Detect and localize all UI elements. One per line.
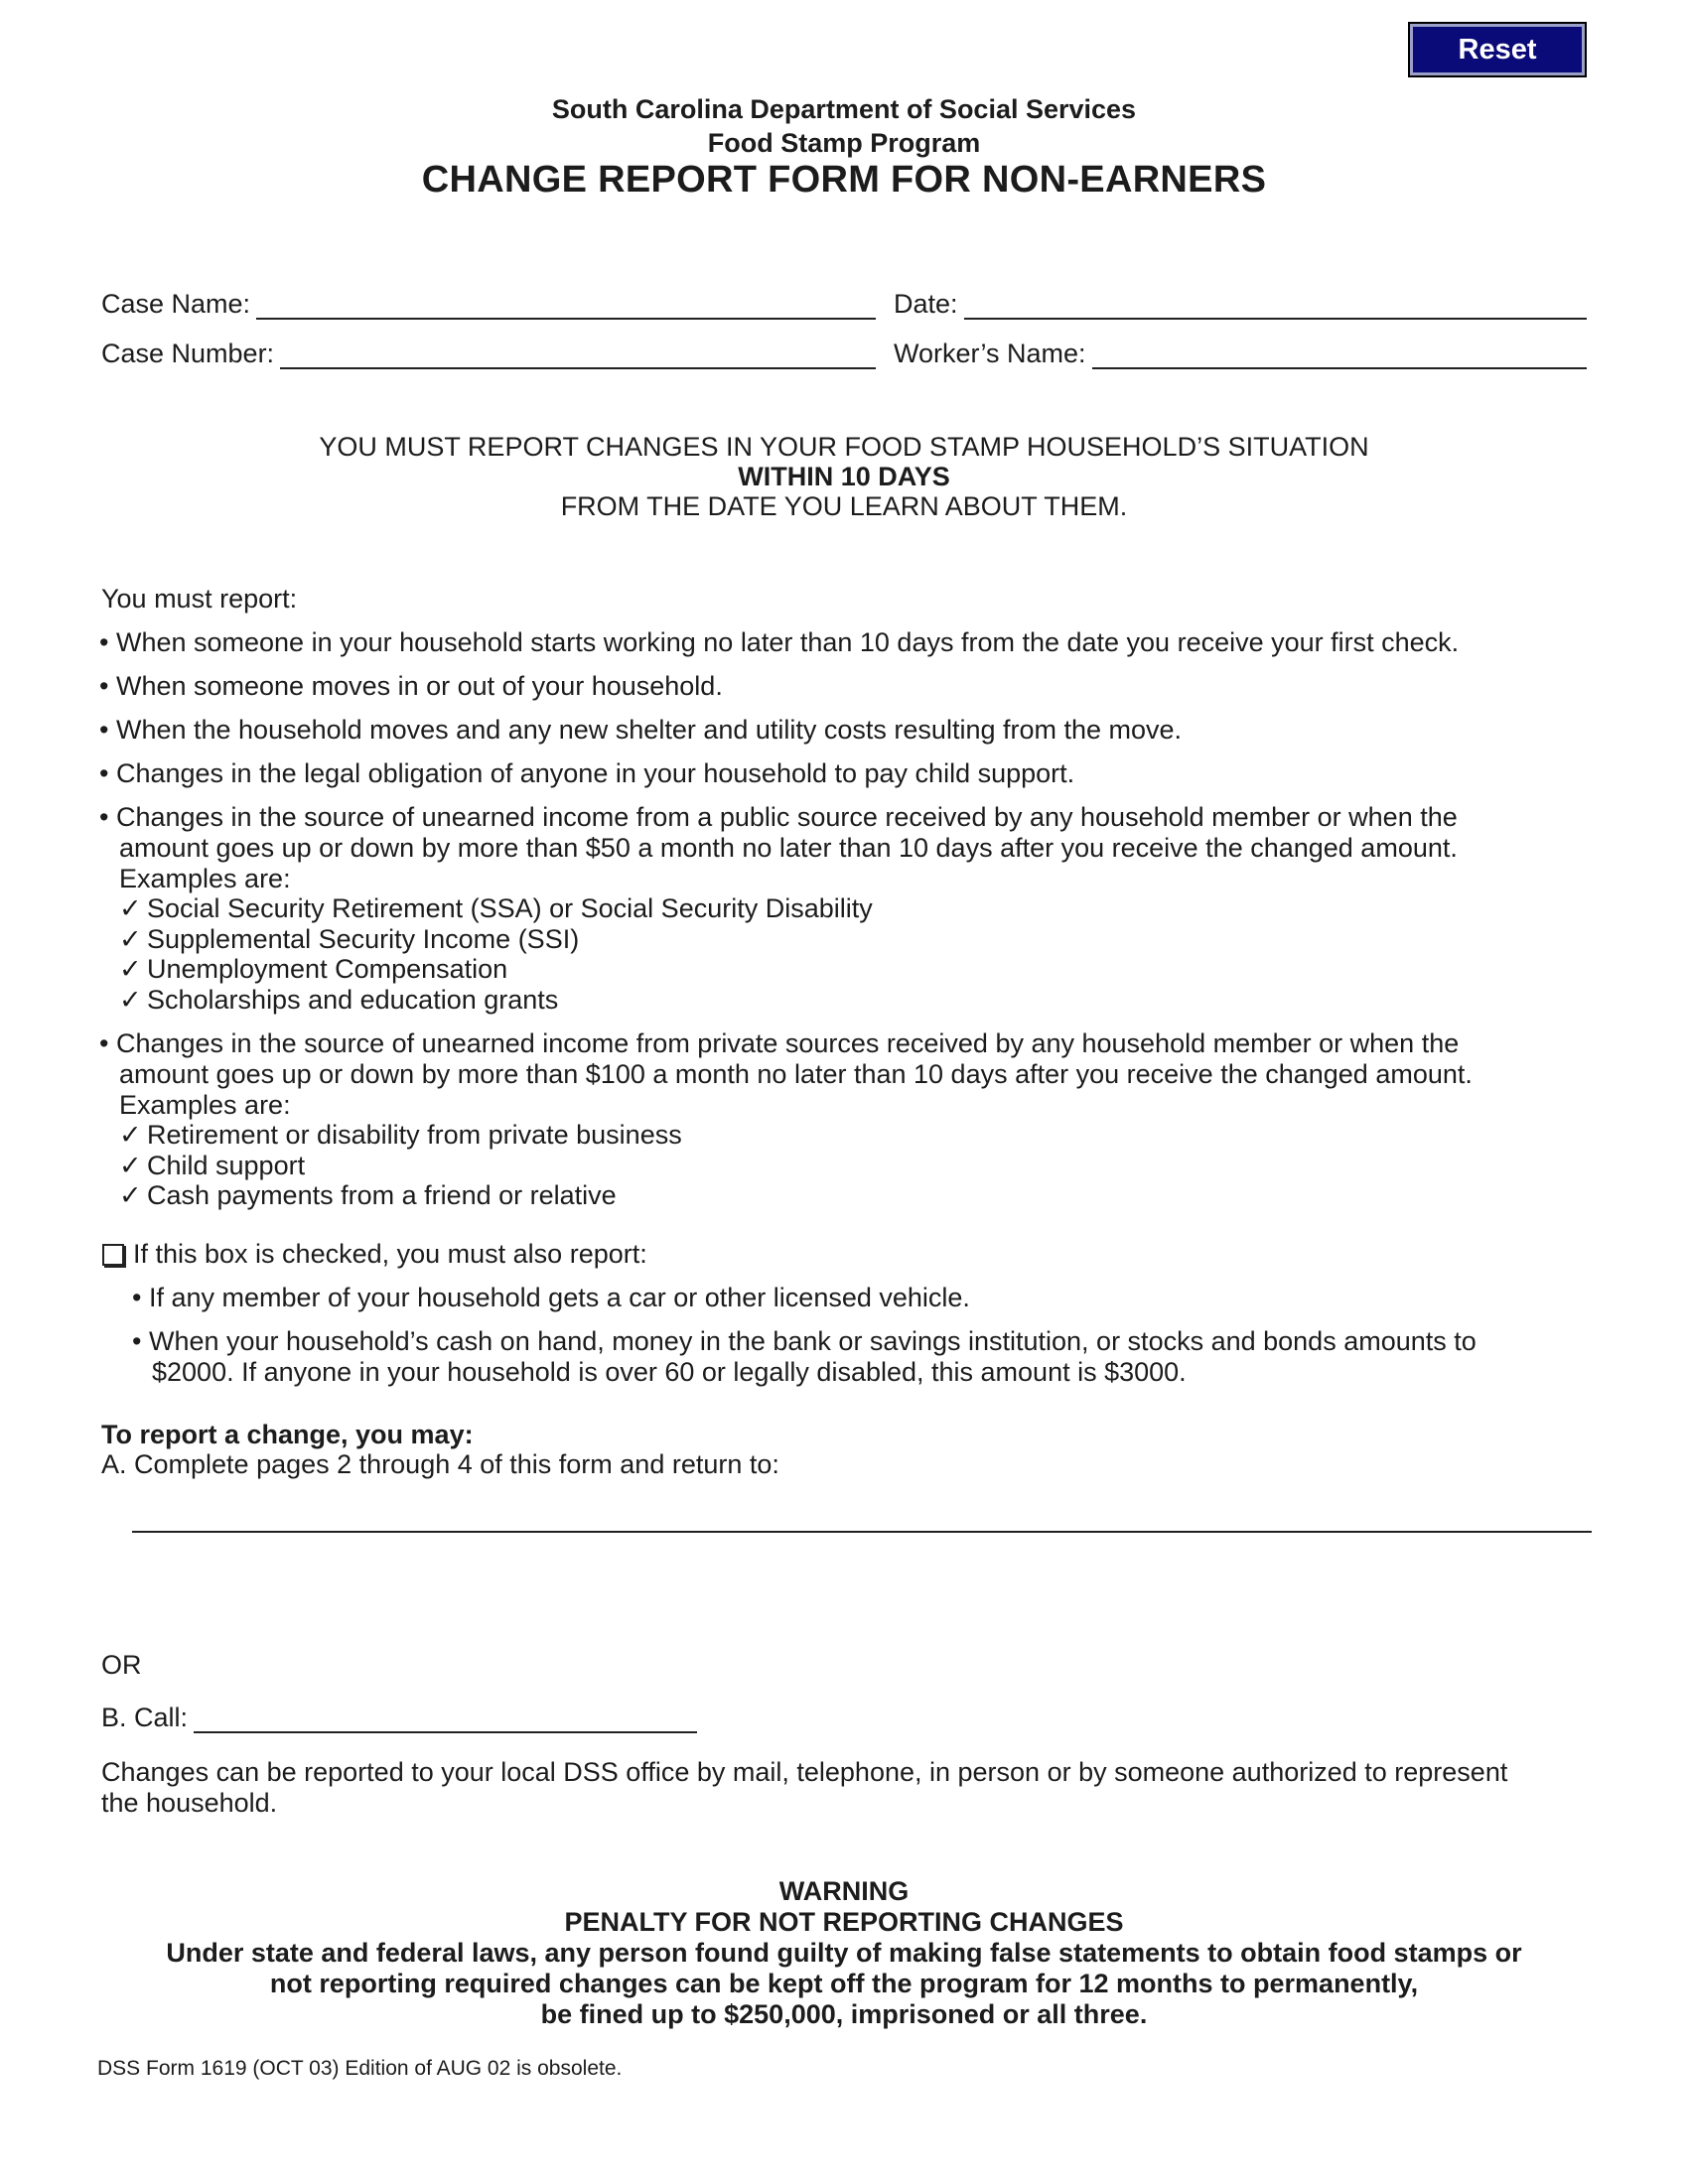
bullet-glyph: • <box>99 1028 109 1058</box>
example-item <box>119 924 1458 955</box>
bullet-item <box>99 802 1458 832</box>
bullet-item <box>132 1326 1477 1356</box>
warning-subtitle: PENALTY FOR NOT REPORTING CHANGES <box>564 1907 1124 1937</box>
case-number-label: Case Number: <box>101 339 275 368</box>
bullet-text: When someone moves in or out of your household. <box>115 671 723 701</box>
example-text: Child support <box>147 1150 306 1180</box>
or-text: OR <box>101 1650 142 1680</box>
bullet-item <box>99 671 723 701</box>
private-line-2: amount goes up or down by more than $100 a month no later than 10 days after you receive the changed amount. <box>119 1059 1473 1089</box>
bullet-glyph: • <box>99 671 109 701</box>
notice-line-2: WITHIN 10 DAYS <box>738 462 950 491</box>
case-name-row <box>101 286 876 320</box>
example-item <box>119 1180 1473 1211</box>
case-name-label: Case Name: <box>101 289 251 319</box>
reporting-note-line-2: the household. <box>101 1788 278 1818</box>
bullet-text: Changes in the source of unearned income from a public source received by any household member or when the <box>115 802 1458 832</box>
workers-name-row <box>894 336 1587 369</box>
date-label: Date: <box>894 289 958 319</box>
bullet-item <box>99 715 1182 745</box>
bullet-item <box>99 627 1459 657</box>
report-assets-checkbox[interactable] <box>102 1244 124 1266</box>
form-title: CHANGE REPORT FORM FOR NON-EARNERS <box>421 159 1267 201</box>
bullet-text: When your household’s cash on hand, money in the bank or savings institution, or stocks and bonds amounts to <box>148 1326 1477 1356</box>
private-examples-label: Examples are: <box>119 1089 291 1120</box>
reset-button[interactable]: Reset <box>1408 22 1587 77</box>
bullet-item <box>99 758 1074 788</box>
bullet-glyph: • <box>99 627 109 657</box>
check-icon: ✓ <box>119 893 142 923</box>
date-row <box>894 286 1587 320</box>
bullet-item <box>132 1283 970 1312</box>
example-item <box>119 985 1458 1016</box>
bullet-glyph: • <box>99 802 109 832</box>
example-text: Scholarships and education grants <box>147 984 559 1015</box>
warning-line-2: not reporting required changes can be kept off the program for 12 months to permanently, <box>269 1969 1419 1998</box>
bullet-glyph: • <box>99 758 109 788</box>
check-icon: ✓ <box>119 1150 142 1180</box>
case-number-row <box>101 336 876 369</box>
example-text: Social Security Retirement (SSA) or Social Security Disability <box>147 893 873 923</box>
warning-line-1: Under state and federal laws, any person found guilty of making false statements to obtain food stamps or <box>166 1938 1522 1968</box>
example-text: Unemployment Compensation <box>147 954 508 984</box>
check-icon: ✓ <box>119 954 142 984</box>
public-source-details <box>119 833 1458 1015</box>
warning-line-3: be fined up to $250,000, imprisoned or all three. <box>540 1999 1148 2029</box>
must-report-intro: You must report: <box>101 584 298 614</box>
bullet-text: When the household moves and any new shelter and utility costs resulting from the move. <box>115 715 1183 745</box>
bullet-continuation: $2000. If anyone in your household is over 60 or legally disabled, this amount is $3000. <box>152 1357 1187 1387</box>
notice-line-3: FROM THE DATE YOU LEARN ABOUT THEM. <box>560 491 1128 521</box>
example-item <box>119 893 1458 924</box>
bullet-text: If any member of your household gets a car or other licensed vehicle. <box>148 1283 970 1312</box>
check-icon: ✓ <box>119 1180 142 1210</box>
public-line-2: amount goes up or down by more than $50 a month no later than 10 days after you receive the changed amount. <box>119 833 1458 863</box>
example-item <box>119 1120 1473 1151</box>
program-name: Food Stamp Program <box>707 128 981 158</box>
call-row <box>101 1700 697 1733</box>
call-number-field[interactable] <box>194 1700 697 1733</box>
example-text: Retirement or disability from private business <box>147 1120 682 1150</box>
case-number-field[interactable] <box>280 336 876 369</box>
checkbox-label: If this box is checked, you must also report: <box>133 1239 647 1269</box>
bullet-item <box>99 1028 1459 1058</box>
case-name-field[interactable] <box>256 286 876 320</box>
notice-line-1: YOU MUST REPORT CHANGES IN YOUR FOOD STAMP HOUSEHOLD’S SITUATION <box>319 432 1369 462</box>
reporting-note-line-1: Changes can be reported to your local DSS office by mail, telephone, in person or by someone authorized to represent <box>101 1757 1508 1787</box>
private-source-details <box>119 1059 1473 1211</box>
return-address-field[interactable] <box>132 1499 1592 1533</box>
example-item <box>119 954 1458 985</box>
example-item <box>119 1151 1473 1181</box>
example-text: Cash payments from a friend or relative <box>147 1180 617 1210</box>
bullet-text: Changes in the source of unearned income from private sources received by any household member or when the <box>115 1028 1460 1058</box>
workers-name-field[interactable] <box>1092 336 1587 369</box>
agency-name: South Carolina Department of Social Services <box>551 94 1137 124</box>
call-label: B. Call: <box>101 1703 189 1732</box>
check-icon: ✓ <box>119 1120 142 1150</box>
public-examples-label: Examples are: <box>119 863 291 893</box>
form-id-footer: DSS Form 1619 (OCT 03) Edition of AUG 02 is obsolete. <box>97 2057 623 2080</box>
bullet-text: Changes in the legal obligation of anyone in your household to pay child support. <box>115 758 1075 788</box>
bullet-text: When someone in your household starts working no later than 10 days from the date you receive your first check. <box>115 627 1460 657</box>
report-methods-heading: To report a change, you may: <box>101 1420 474 1449</box>
bullet-glyph: • <box>99 715 109 745</box>
warning-title: WARNING <box>778 1876 910 1906</box>
workers-name-label: Worker’s Name: <box>894 339 1086 368</box>
option-a-text: A. Complete pages 2 through 4 of this form and return to: <box>101 1449 779 1479</box>
example-text: Supplemental Security Income (SSI) <box>147 923 580 954</box>
bullet-glyph: • <box>132 1326 142 1356</box>
check-icon: ✓ <box>119 923 142 954</box>
date-field[interactable] <box>964 286 1587 320</box>
bullet-glyph: • <box>132 1283 142 1312</box>
check-icon: ✓ <box>119 984 142 1015</box>
